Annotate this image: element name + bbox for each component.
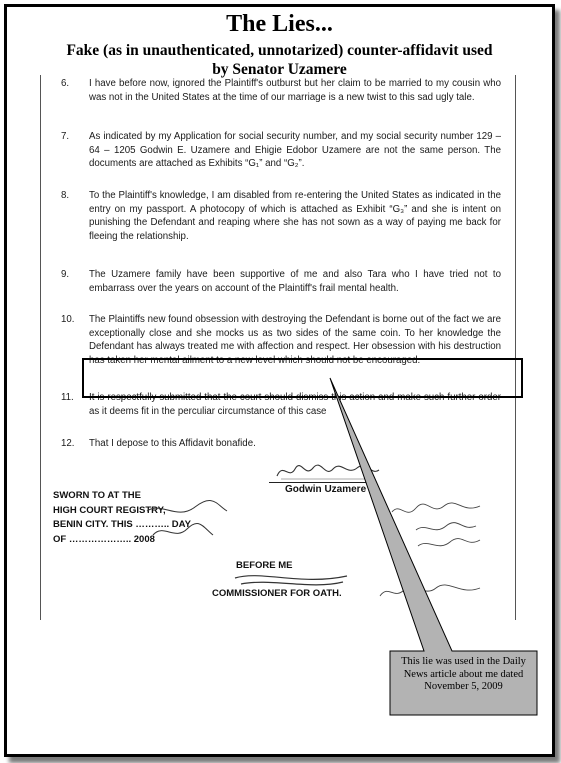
- commissioner-label: COMMISSIONER FOR OATH.: [212, 588, 342, 599]
- sworn-line-1: SWORN TO AT THE: [53, 490, 141, 501]
- subtitle-line-2: by Senator Uzamere: [212, 61, 347, 78]
- paragraph-11-number: 11.: [61, 392, 74, 403]
- paragraph-9-text: The Uzamere family have been supportive of me and also Tara who I have tried not to embarrass over the years on account of the Plaintiff's frail mental health.: [89, 269, 501, 294]
- callout-shape: [7, 7, 552, 754]
- paragraph-9-number: 9.: [61, 269, 70, 280]
- paragraph-12-number: 12.: [61, 438, 75, 449]
- page-frame: [4, 4, 555, 757]
- before-me-label: BEFORE ME: [236, 560, 293, 571]
- paragraph-12-text: That I depose to this Affidavit bonafide.: [89, 438, 256, 449]
- page-title: The Lies...: [226, 11, 333, 37]
- paragraph-6-text: I have before now, ignored the Plaintiff's outburst but her claim to be married to my cousin who was not in the United States at the time of our marriage is a new twist to this sad ugly tale.: [89, 78, 501, 103]
- callout-line-1: This lie was used in the Daily: [401, 656, 526, 667]
- subtitle-line-1: Fake (as in unauthenticated, unnotarized) counter-affidavit used: [66, 42, 493, 59]
- sworn-line-4: OF ……………….. 2008: [53, 533, 155, 545]
- paragraph-10-text: The Plaintiffs new found obsession with destroying the Defendant is borne out of the fact we are exceptionally close and she mocks us as two sides of the same coin. To her knowledge the Defendant has always treated me with affection and respect. Her obsession with his destruction has taken her mental ailment to a new level which should not be encouraged.: [89, 314, 501, 367]
- sworn-line-3: BENIN CITY. THIS ……….. DAY: [53, 519, 191, 530]
- paragraph-11-text: It is respectfully submitted that the court should dismiss this action and make such further order as it deems fit in the perculiar circumstance of this case: [89, 392, 501, 417]
- paragraph-7-number: 7.: [61, 131, 70, 142]
- paragraph-6-number: 6.: [61, 78, 70, 89]
- paragraph-8-text: To the Plaintiff's knowledge, I am disabled from re-entering the United States as indicated in the entry on my passport. A photocopy of which is attached as Exhibit “G₃” and she is intent on punishing the Defendant and reaping where she has not sown as a way of paying me back for fleeing the relationship.: [89, 190, 501, 243]
- callout-line-2: News article about me dated: [403, 668, 524, 680]
- paragraph-8-number: 8.: [61, 190, 70, 201]
- paragraph-10-number: 10.: [61, 314, 75, 325]
- callout-line-3: November 5, 2009: [424, 681, 503, 692]
- sworn-line-2: HIGH COURT REGISTRY,: [53, 504, 166, 516]
- paragraph-7-text: As indicated by my Application for social security number, and my social security number 129 – 64 – 1205 Godwin E. Uzamere and Ehigie Edobor Uzamere are not the same person. The documents are attached as Exhibits “G₁” and “G₂”.: [89, 131, 501, 170]
- callout-note: [390, 656, 537, 694]
- deponent-name: Godwin Uzamere: [285, 484, 367, 495]
